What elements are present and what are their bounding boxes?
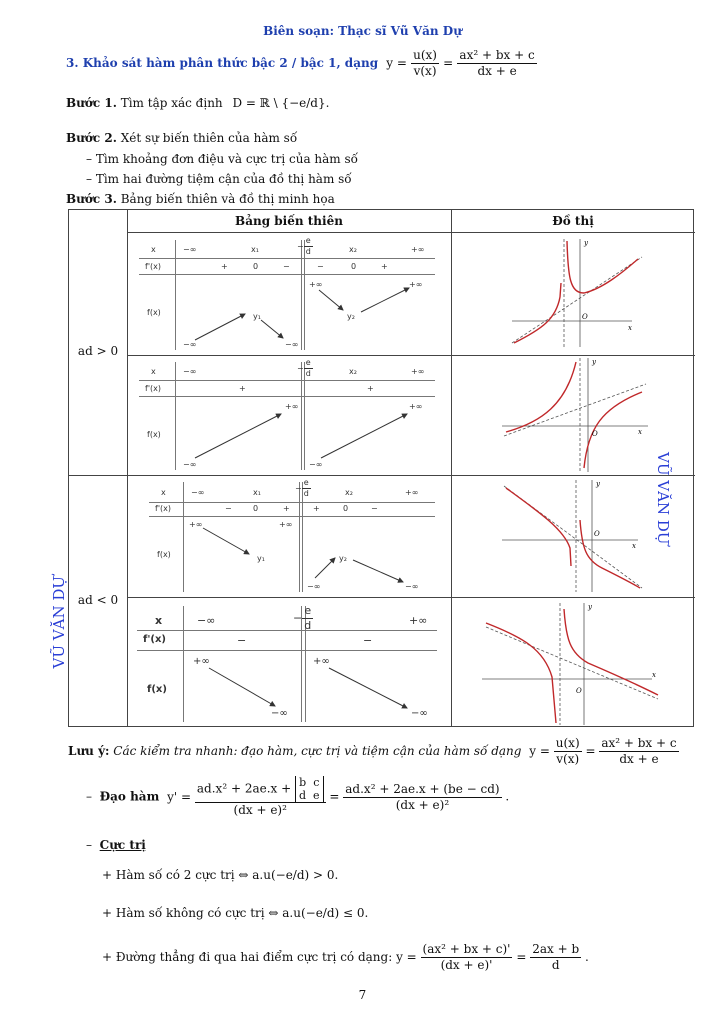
note-line: Lưu ý: Các kiểm tra nhanh: đạo hàm, cực trị và tiệm cận của hàm số dạng y = $\frac{u(x)}{v(x)}$ = $\frac{\text{ax² + bx + c}}{dx + e}$: [68, 736, 677, 766]
graph-row1: [452, 233, 696, 353]
page-number: 7: [358, 988, 367, 1002]
case-ad-negative: ad < 0: [77, 593, 119, 607]
step-3: Bước 3. Bảng biến thiên và đồ thị minh họa: [66, 192, 335, 206]
section-y-eq: y =: [386, 56, 407, 70]
graph-row4: [452, 599, 696, 727]
svg-text:x: x: [632, 542, 636, 550]
variation-table: [68, 209, 694, 727]
bbt-row2: x −∞ − $\frac{e}{d}$ x₂ +∞ f'(x) + + f(x) −∞ +∞ −∞ +∞: [139, 362, 439, 470]
col-header-graph: Đồ thị: [552, 214, 594, 228]
section-frac1: $\frac{u(x)}{v(x)}$: [413, 48, 437, 78]
section-title-text: 3. Khảo sát hàm phân thức bậc 2 / bậc 1, dạng: [66, 56, 379, 70]
lbl-sep: − $\frac{e}{d}$: [297, 236, 311, 256]
svg-text:x: x: [628, 324, 632, 332]
section-frac2: $\frac{\text{ax² + bx + c}}{dx + e}$: [459, 48, 535, 78]
svg-text:y: y: [584, 239, 588, 247]
bbt-row1: x −∞ x₁ − $\frac{e}{d}$ x₂ +∞ f'(x) + 0 − − 0 + f(x) −∞ y₁ −∞ +∞ y₂ +∞: [139, 240, 439, 350]
svg-text:x: x: [652, 671, 656, 679]
lbl-x: x: [151, 245, 156, 254]
svg-text:O: O: [592, 430, 598, 438]
lbl-pinf: +∞: [411, 245, 425, 254]
svg-text:x: x: [638, 428, 642, 436]
lbl-minf: −∞: [183, 245, 197, 254]
extrema-heading: – Cực trị: [86, 838, 146, 852]
extrema-item-2: + Hàm số không có cực trị ⇔ a.u(−e/d) ≤ 0.: [102, 906, 369, 920]
lbl-fprime: f'(x): [145, 262, 161, 271]
extrema-item-1: + Hàm số có 2 cực trị ⇔ a.u(−e/d) > 0.: [102, 868, 339, 882]
bullet-asymptote: – Tìm hai đường tiệm cận của đồ thị hàm số: [86, 172, 352, 186]
case-ad-positive: ad > 0: [77, 344, 119, 358]
svg-text:y: y: [592, 358, 596, 366]
lbl-x1: x₁: [251, 245, 259, 254]
watermark-right: VŨ VĂN DỰ: [654, 452, 672, 545]
bbt-row4: x −∞ − $\frac{e}{d}$ +∞ f'(x) − − f(x) +∞ −∞ +∞ −∞: [137, 606, 441, 722]
svg-text:y: y: [596, 480, 600, 488]
bullet-monotonic: – Tìm khoảng đơn điệu và cực trị của hàm số: [86, 152, 359, 166]
extrema-item-3: + Đường thẳng đi qua hai điểm cực trị có dạng: y = $\frac{\text{(ax² + bx + c)'}}{(dx + e)'}$ = $\frac{2ax + b}{d}$ .: [102, 942, 589, 972]
lbl-f: f(x): [147, 308, 161, 317]
lbl-x2: x₂: [349, 245, 357, 254]
svg-text:O: O: [594, 530, 600, 538]
step-2: Bước 2. Xét sự biến thiên của hàm số: [66, 131, 298, 145]
domain-formula: D = ℝ \ {−e/d}.: [232, 96, 330, 110]
svg-text:y: y: [588, 603, 592, 611]
watermark-left: VŨ VĂN DỰ: [50, 576, 68, 669]
col-header-bbt: Bảng biến thiên: [235, 214, 343, 228]
derivative-line: – Đạo hàm y' = ad.x² + 2ae.x + b c d e (dx + e)² = $\frac{\text{ad.x² + 2ae.x + (be − cd)}}{\text{(dx + e)²}}$ .: [86, 776, 510, 818]
step-1: Bước 1. Tìm tập xác định D = ℝ \ {−e/d}.: [66, 96, 330, 110]
svg-text:O: O: [576, 687, 582, 695]
header-author: Biên soạn: Thạc sĩ Vũ Văn Dự: [263, 24, 462, 38]
svg-text:O: O: [582, 313, 588, 321]
section-title: 3. Khảo sát hàm phân thức bậc 2 / bậc 1, dạng y = $\frac{u(x)}{v(x)}$ = $\frac{\text{ax² + bx + c}}{dx + e}$: [66, 48, 535, 78]
bbt-row3: x −∞ x₁ − $\frac{e}{d}$ x₂ +∞ f'(x) − 0 + + 0 − f(x) +∞ y₁ +∞ −∞ y₂ −∞: [149, 482, 439, 592]
